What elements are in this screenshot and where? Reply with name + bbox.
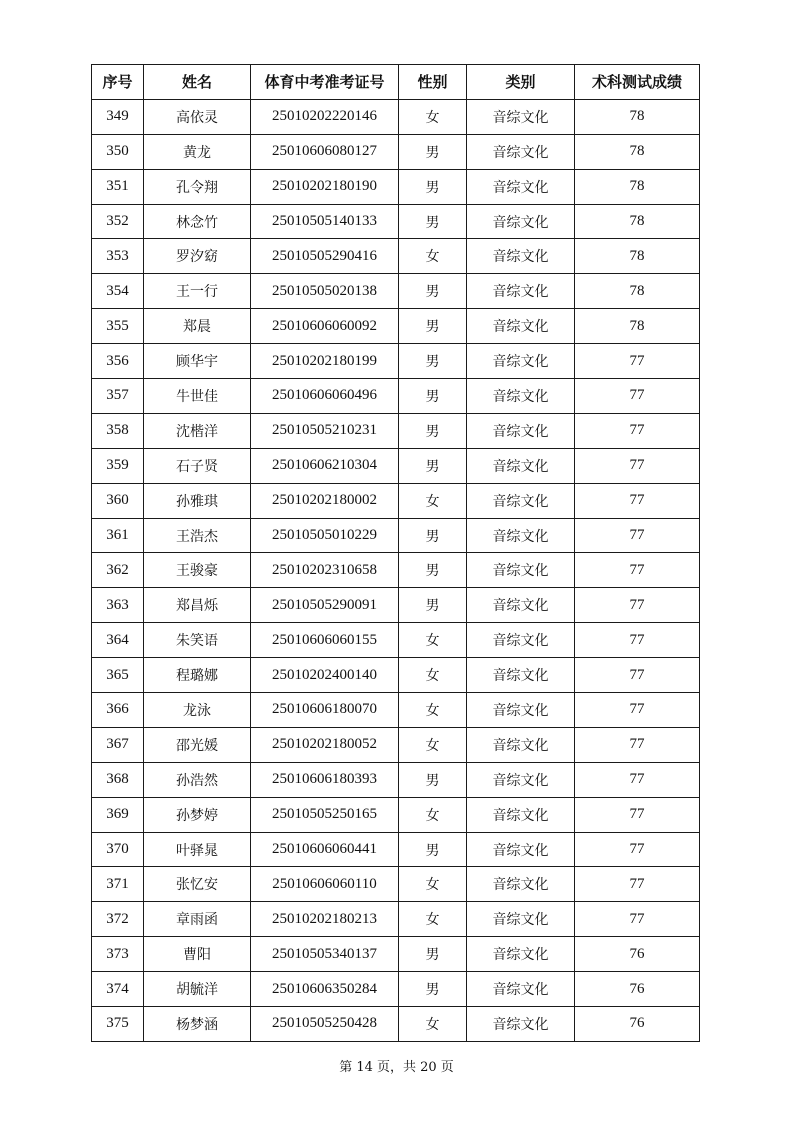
cell-exam-ticket-number: 25010202400140 xyxy=(251,658,399,693)
score-table xyxy=(91,64,700,1042)
cell-gender: 男 xyxy=(399,344,467,379)
cell-test-score: 77 xyxy=(575,762,700,797)
cell-exam-ticket-number: 25010202180199 xyxy=(251,344,399,379)
table-row xyxy=(92,413,700,448)
cell-gender: 男 xyxy=(399,448,467,483)
cell-serial-number: 370 xyxy=(92,832,144,867)
table-row xyxy=(92,274,700,309)
cell-category: 音综文化 xyxy=(467,972,575,1007)
cell-name: 邵光媛 xyxy=(144,727,251,762)
table-row xyxy=(92,902,700,937)
cell-test-score: 77 xyxy=(575,623,700,658)
cell-test-score: 78 xyxy=(575,204,700,239)
cell-exam-ticket-number: 25010606180070 xyxy=(251,693,399,728)
cell-gender: 男 xyxy=(399,309,467,344)
cell-category: 音综文化 xyxy=(467,344,575,379)
cell-category: 音综文化 xyxy=(467,937,575,972)
cell-serial-number: 375 xyxy=(92,1007,144,1042)
cell-gender: 男 xyxy=(399,379,467,414)
cell-test-score: 78 xyxy=(575,274,700,309)
table-row xyxy=(92,588,700,623)
cell-serial-number: 363 xyxy=(92,588,144,623)
cell-test-score: 77 xyxy=(575,448,700,483)
cell-gender: 男 xyxy=(399,204,467,239)
table-row xyxy=(92,553,700,588)
cell-test-score: 77 xyxy=(575,693,700,728)
cell-serial-number: 362 xyxy=(92,553,144,588)
cell-gender: 女 xyxy=(399,239,467,274)
cell-name: 黄龙 xyxy=(144,134,251,169)
cell-serial-number: 353 xyxy=(92,239,144,274)
cell-gender: 女 xyxy=(399,1007,467,1042)
cell-serial-number: 357 xyxy=(92,379,144,414)
cell-gender: 女 xyxy=(399,727,467,762)
cell-exam-ticket-number: 25010202180190 xyxy=(251,169,399,204)
cell-category: 音综文化 xyxy=(467,483,575,518)
cell-test-score: 76 xyxy=(575,1007,700,1042)
cell-exam-ticket-number: 25010505290416 xyxy=(251,239,399,274)
cell-category: 音综文化 xyxy=(467,1007,575,1042)
cell-gender: 女 xyxy=(399,867,467,902)
cell-test-score: 77 xyxy=(575,588,700,623)
table-row xyxy=(92,693,700,728)
cell-category: 音综文化 xyxy=(467,832,575,867)
cell-gender: 男 xyxy=(399,413,467,448)
cell-gender: 男 xyxy=(399,588,467,623)
cell-name: 孙梦婷 xyxy=(144,797,251,832)
table-row xyxy=(92,1007,700,1042)
cell-serial-number: 372 xyxy=(92,902,144,937)
cell-gender: 男 xyxy=(399,134,467,169)
cell-test-score: 78 xyxy=(575,309,700,344)
cell-serial-number: 366 xyxy=(92,693,144,728)
header-row xyxy=(92,65,700,100)
cell-serial-number: 351 xyxy=(92,169,144,204)
cell-name: 林念竹 xyxy=(144,204,251,239)
cell-gender: 男 xyxy=(399,832,467,867)
cell-test-score: 76 xyxy=(575,972,700,1007)
cell-serial-number: 352 xyxy=(92,204,144,239)
cell-serial-number: 360 xyxy=(92,483,144,518)
cell-exam-ticket-number: 25010202180052 xyxy=(251,727,399,762)
cell-category: 音综文化 xyxy=(467,797,575,832)
cell-gender: 女 xyxy=(399,658,467,693)
cell-exam-ticket-number: 25010505340137 xyxy=(251,937,399,972)
cell-exam-ticket-number: 25010202180213 xyxy=(251,902,399,937)
cell-category: 音综文化 xyxy=(467,309,575,344)
cell-exam-ticket-number: 25010606180393 xyxy=(251,762,399,797)
table-row xyxy=(92,134,700,169)
cell-category: 音综文化 xyxy=(467,239,575,274)
cell-test-score: 77 xyxy=(575,902,700,937)
cell-name: 朱笑语 xyxy=(144,623,251,658)
cell-exam-ticket-number: 25010202310658 xyxy=(251,553,399,588)
header-serial-number: 序号 xyxy=(92,65,144,100)
table-row xyxy=(92,762,700,797)
table-row xyxy=(92,204,700,239)
cell-name: 张忆安 xyxy=(144,867,251,902)
table-row xyxy=(92,832,700,867)
table-row xyxy=(92,658,700,693)
cell-exam-ticket-number: 25010606060092 xyxy=(251,309,399,344)
cell-category: 音综文化 xyxy=(467,902,575,937)
cell-exam-ticket-number: 25010505210231 xyxy=(251,413,399,448)
cell-category: 音综文化 xyxy=(467,588,575,623)
cell-gender: 女 xyxy=(399,623,467,658)
table-row xyxy=(92,379,700,414)
cell-name: 叶驿晁 xyxy=(144,832,251,867)
cell-exam-ticket-number: 25010606060155 xyxy=(251,623,399,658)
cell-gender: 男 xyxy=(399,972,467,1007)
cell-name: 高依灵 xyxy=(144,99,251,134)
cell-gender: 女 xyxy=(399,483,467,518)
cell-gender: 男 xyxy=(399,553,467,588)
cell-category: 音综文化 xyxy=(467,413,575,448)
cell-category: 音综文化 xyxy=(467,204,575,239)
cell-exam-ticket-number: 25010606210304 xyxy=(251,448,399,483)
cell-category: 音综文化 xyxy=(467,658,575,693)
cell-exam-ticket-number: 25010505020138 xyxy=(251,274,399,309)
cell-exam-ticket-number: 25010606350284 xyxy=(251,972,399,1007)
header-exam-ticket-number: 体育中考准考证号 xyxy=(251,65,399,100)
table-row xyxy=(92,99,700,134)
cell-category: 音综文化 xyxy=(467,727,575,762)
header-category: 类别 xyxy=(467,65,575,100)
cell-serial-number: 356 xyxy=(92,344,144,379)
cell-serial-number: 364 xyxy=(92,623,144,658)
cell-serial-number: 371 xyxy=(92,867,144,902)
cell-name: 孔令翔 xyxy=(144,169,251,204)
cell-serial-number: 369 xyxy=(92,797,144,832)
cell-name: 胡毓洋 xyxy=(144,972,251,1007)
cell-serial-number: 358 xyxy=(92,413,144,448)
cell-test-score: 77 xyxy=(575,483,700,518)
cell-exam-ticket-number: 25010202180002 xyxy=(251,483,399,518)
cell-serial-number: 368 xyxy=(92,762,144,797)
cell-exam-ticket-number: 25010606060441 xyxy=(251,832,399,867)
cell-test-score: 77 xyxy=(575,832,700,867)
cell-category: 音综文化 xyxy=(467,553,575,588)
cell-exam-ticket-number: 25010606060496 xyxy=(251,379,399,414)
cell-name: 王一行 xyxy=(144,274,251,309)
cell-test-score: 77 xyxy=(575,658,700,693)
cell-name: 牛世佳 xyxy=(144,379,251,414)
cell-name: 龙泳 xyxy=(144,693,251,728)
cell-category: 音综文化 xyxy=(467,867,575,902)
table-row xyxy=(92,797,700,832)
cell-gender: 男 xyxy=(399,274,467,309)
header-name: 姓名 xyxy=(144,65,251,100)
cell-test-score: 77 xyxy=(575,344,700,379)
cell-serial-number: 361 xyxy=(92,518,144,553)
cell-serial-number: 359 xyxy=(92,448,144,483)
cell-exam-ticket-number: 25010505250165 xyxy=(251,797,399,832)
cell-test-score: 78 xyxy=(575,99,700,134)
cell-test-score: 77 xyxy=(575,518,700,553)
cell-serial-number: 374 xyxy=(92,972,144,1007)
cell-test-score: 76 xyxy=(575,937,700,972)
table-row xyxy=(92,727,700,762)
cell-gender: 男 xyxy=(399,937,467,972)
table-row xyxy=(92,937,700,972)
cell-gender: 女 xyxy=(399,99,467,134)
cell-name: 沈楷洋 xyxy=(144,413,251,448)
cell-category: 音综文化 xyxy=(467,99,575,134)
cell-name: 孙浩然 xyxy=(144,762,251,797)
cell-test-score: 77 xyxy=(575,553,700,588)
cell-gender: 男 xyxy=(399,762,467,797)
cell-category: 音综文化 xyxy=(467,762,575,797)
cell-category: 音综文化 xyxy=(467,693,575,728)
cell-name: 王浩杰 xyxy=(144,518,251,553)
cell-category: 音综文化 xyxy=(467,623,575,658)
cell-serial-number: 367 xyxy=(92,727,144,762)
cell-serial-number: 350 xyxy=(92,134,144,169)
table-header xyxy=(92,65,700,100)
cell-gender: 男 xyxy=(399,518,467,553)
cell-category: 音综文化 xyxy=(467,448,575,483)
cell-category: 音综文化 xyxy=(467,274,575,309)
table-row xyxy=(92,448,700,483)
cell-name: 曹阳 xyxy=(144,937,251,972)
table-row xyxy=(92,483,700,518)
cell-exam-ticket-number: 25010505250428 xyxy=(251,1007,399,1042)
cell-test-score: 77 xyxy=(575,413,700,448)
cell-test-score: 77 xyxy=(575,797,700,832)
cell-serial-number: 354 xyxy=(92,274,144,309)
cell-exam-ticket-number: 25010505290091 xyxy=(251,588,399,623)
table-row xyxy=(92,972,700,1007)
table-row xyxy=(92,239,700,274)
header-gender: 性别 xyxy=(399,65,467,100)
cell-gender: 女 xyxy=(399,902,467,937)
cell-category: 音综文化 xyxy=(467,169,575,204)
cell-name: 王骏豪 xyxy=(144,553,251,588)
table-row xyxy=(92,623,700,658)
cell-gender: 女 xyxy=(399,693,467,728)
cell-gender: 女 xyxy=(399,797,467,832)
cell-category: 音综文化 xyxy=(467,518,575,553)
cell-exam-ticket-number: 25010202220146 xyxy=(251,99,399,134)
table-row xyxy=(92,169,700,204)
cell-test-score: 78 xyxy=(575,239,700,274)
header-test-score: 术科测试成绩 xyxy=(575,65,700,100)
cell-test-score: 77 xyxy=(575,379,700,414)
cell-test-score: 77 xyxy=(575,867,700,902)
cell-serial-number: 373 xyxy=(92,937,144,972)
cell-serial-number: 349 xyxy=(92,99,144,134)
cell-name: 郑晨 xyxy=(144,309,251,344)
table-row xyxy=(92,867,700,902)
table-row xyxy=(92,518,700,553)
cell-test-score: 78 xyxy=(575,169,700,204)
page-footer: 第 14 页，共 20 页 xyxy=(339,1060,454,1075)
cell-serial-number: 365 xyxy=(92,658,144,693)
cell-name: 郑昌烁 xyxy=(144,588,251,623)
cell-exam-ticket-number: 25010606080127 xyxy=(251,134,399,169)
cell-name: 孙雅琪 xyxy=(144,483,251,518)
cell-name: 石子贤 xyxy=(144,448,251,483)
cell-gender: 男 xyxy=(399,169,467,204)
cell-exam-ticket-number: 25010505010229 xyxy=(251,518,399,553)
cell-name: 杨梦涵 xyxy=(144,1007,251,1042)
cell-category: 音综文化 xyxy=(467,134,575,169)
cell-serial-number: 355 xyxy=(92,309,144,344)
table-row xyxy=(92,344,700,379)
cell-name: 罗汐窈 xyxy=(144,239,251,274)
cell-name: 顾华宇 xyxy=(144,344,251,379)
table-row xyxy=(92,309,700,344)
cell-test-score: 78 xyxy=(575,134,700,169)
cell-test-score: 77 xyxy=(575,727,700,762)
cell-category: 音综文化 xyxy=(467,379,575,414)
cell-exam-ticket-number: 25010606060110 xyxy=(251,867,399,902)
table-body xyxy=(92,99,700,1041)
cell-name: 程璐娜 xyxy=(144,658,251,693)
cell-name: 章雨函 xyxy=(144,902,251,937)
cell-exam-ticket-number: 25010505140133 xyxy=(251,204,399,239)
